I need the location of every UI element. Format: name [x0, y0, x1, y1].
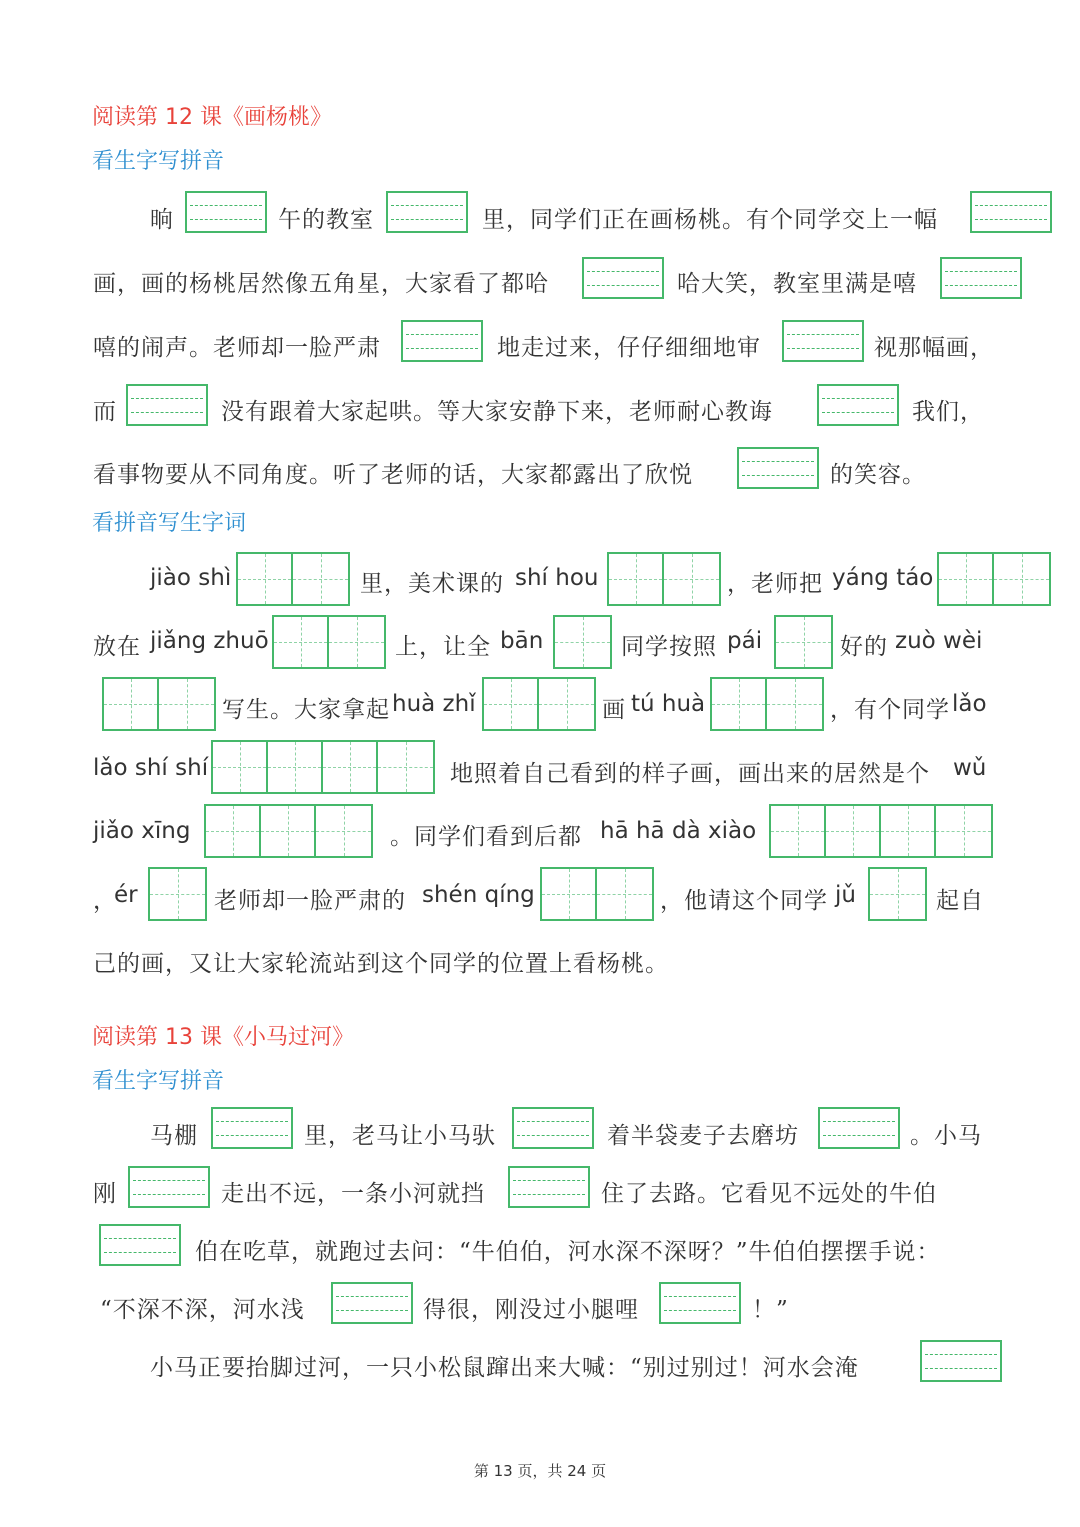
text-span: 好的 [840, 634, 888, 660]
character-grid[interactable] [482, 677, 596, 731]
text-span: 马棚 [150, 1123, 198, 1149]
pinyin: jiǎo xīng [93, 818, 191, 844]
pinyin-answer-box[interactable] [386, 191, 468, 233]
text-span: 老师却一脸严肃的 [214, 888, 406, 914]
text-span: ，老师把 [727, 571, 823, 597]
text-span: 晌 [150, 207, 174, 233]
text-span: 走出不远，一条小河就挡 [221, 1181, 485, 1207]
text-span: 。同学们看到后都 [390, 824, 582, 850]
text-span: 己的画，又让大家轮流站到这个同学的位置上看杨桃。 [93, 951, 669, 977]
pinyin-answer-box[interactable] [817, 384, 899, 426]
text-span: 得很，刚没过小腿哩 [423, 1297, 639, 1323]
character-grid[interactable] [148, 867, 207, 921]
pinyin-answer-box[interactable] [508, 1166, 590, 1208]
pinyin: huà zhǐ [392, 691, 476, 717]
lesson13-title: 阅读第 13 课《小马过河》 [92, 1025, 354, 1050]
pinyin-answer-box[interactable] [211, 1107, 293, 1149]
text-span: ，他请这个同学 [660, 888, 828, 914]
character-grid[interactable] [710, 677, 824, 731]
pinyin: lǎo shí shí [93, 755, 209, 781]
pinyin: shí hou [515, 565, 599, 591]
pinyin-answer-box[interactable] [920, 1340, 1002, 1382]
section-heading: 看生字写拼音 [92, 149, 225, 174]
pinyin-answer-box[interactable] [582, 257, 664, 299]
pinyin: bān [500, 628, 544, 654]
pinyin: hā hā dà xiào [600, 818, 757, 844]
text-span: 哈大笑，教室里满是嘻 [677, 271, 917, 297]
text-span: 上，让全 [395, 634, 491, 660]
text-span: 午的教室 [278, 207, 374, 233]
text-span: 着半袋麦子去磨坊 [607, 1123, 799, 1149]
character-grid[interactable] [868, 867, 927, 921]
text-span: 地照着自己看到的样子画，画出来的居然是个 [450, 761, 930, 787]
pinyin-answer-box[interactable] [512, 1107, 594, 1149]
pinyin-answer-box[interactable] [940, 257, 1022, 299]
text-span: 里，老马让小马驮 [304, 1123, 496, 1149]
text-span: 看事物要从不同角度。听了老师的话，大家都露出了欣悦 [93, 462, 693, 488]
character-grid[interactable] [211, 740, 435, 794]
page-number: 第 13 页，共 24 页 [473, 1462, 607, 1480]
text-span: 同学按照 [621, 634, 717, 660]
pinyin: lǎo [952, 691, 987, 717]
pinyin-answer-box[interactable] [737, 447, 819, 489]
text-span: 里，同学们正在画杨桃。有个同学交上一幅 [482, 207, 938, 233]
text-span: 住了去路。它看见不远处的牛伯 [601, 1181, 937, 1207]
pinyin-answer-box[interactable] [185, 191, 267, 233]
text-span: 视那幅画， [874, 335, 994, 361]
text-span: 地走过来，仔仔细细地审 [497, 335, 761, 361]
character-grid[interactable] [774, 615, 833, 669]
character-grid[interactable] [553, 615, 612, 669]
section-heading: 看生字写拼音 [92, 1069, 225, 1094]
text-span: 刚 [93, 1181, 117, 1207]
pinyin: pái [727, 628, 763, 654]
lesson12-title: 阅读第 12 课《画杨桃》 [92, 105, 332, 130]
pinyin-answer-box[interactable] [126, 384, 208, 426]
pinyin: tú huà [631, 691, 706, 717]
pinyin: jiào shì [150, 565, 232, 591]
text-span: 伯在吃草，就跑过去问：“牛伯伯，河水深不深呀？”牛伯伯摆摆手说： [195, 1239, 941, 1265]
pinyin: zuò wèi [895, 628, 983, 654]
pinyin: shén qíng [422, 882, 535, 908]
text-span: 嘻的闹声。老师却一脸严肃 [93, 335, 381, 361]
text-span: “不深不深，河水浅 [100, 1297, 305, 1323]
character-grid[interactable] [769, 804, 993, 858]
text-span: 里，美术课的 [360, 571, 504, 597]
text-span: 我们， [912, 399, 984, 425]
text-span: ， [93, 888, 117, 914]
pinyin: ér [114, 882, 138, 908]
pinyin: wǔ [953, 755, 987, 781]
section-heading: 看拼音写生字词 [92, 511, 247, 536]
pinyin: yáng táo [832, 565, 934, 591]
text-span: 没有跟着大家起哄。等大家安静下来，老师耐心教诲 [221, 399, 773, 425]
text-span: 画，画的杨桃居然像五角星，大家看了都哈 [93, 271, 549, 297]
pinyin-answer-box[interactable] [659, 1282, 741, 1324]
pinyin-answer-box[interactable] [782, 320, 864, 362]
character-grid[interactable] [607, 552, 721, 606]
character-grid[interactable] [236, 552, 350, 606]
character-grid[interactable] [540, 867, 654, 921]
pinyin-answer-box[interactable] [401, 320, 483, 362]
text-span: 起自 [936, 888, 984, 914]
character-grid[interactable] [102, 677, 216, 731]
character-grid[interactable] [272, 615, 386, 669]
pinyin-answer-box[interactable] [128, 1166, 210, 1208]
text-span: ，有个同学 [830, 697, 950, 723]
character-grid[interactable] [937, 552, 1051, 606]
text-span: ！” [752, 1297, 789, 1323]
pinyin-answer-box[interactable] [99, 1224, 181, 1266]
text-span: 写生。大家拿起 [222, 697, 390, 723]
text-span: 画 [602, 697, 626, 723]
pinyin-answer-box[interactable] [818, 1107, 900, 1149]
text-span: 的笑容。 [830, 462, 926, 488]
character-grid[interactable] [204, 804, 373, 858]
text-span: 小马正要抬脚过河，一只小松鼠蹿出来大喊：“别过别过！河水会淹 [150, 1355, 859, 1381]
pinyin: jǔ [835, 882, 856, 908]
pinyin: jiǎng zhuō [150, 628, 269, 654]
text-span: 放在 [93, 634, 141, 660]
text-span: 。小马 [910, 1123, 982, 1149]
pinyin-answer-box[interactable] [970, 191, 1052, 233]
pinyin-answer-box[interactable] [331, 1282, 413, 1324]
text-span: 而 [93, 399, 117, 425]
